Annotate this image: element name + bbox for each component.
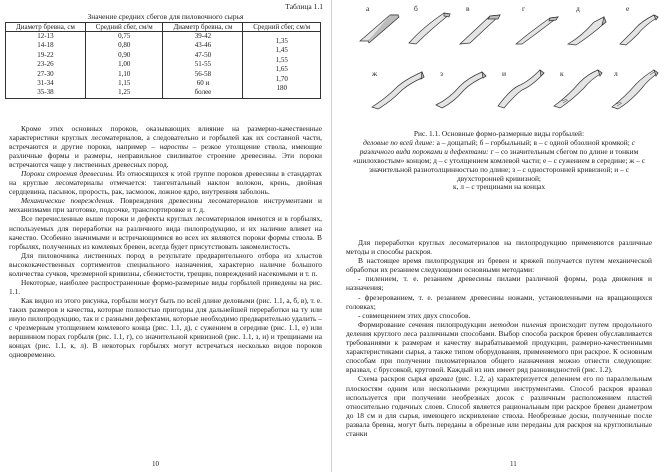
paragraph: Как видно из этого рисунка, горбыли могут быть по всей длине деловыми (рис. 1.1, а, б, в), т. е. таких размеров и качества, которые полностью пригодны для дальнейшей переработки на ту или иную пилопродукцию, так и с разными дефектами, которые необходимо предварительно удалить – с чрезмерным утолщением комлевого конца (рис. 1.1, д), с сужением в середине (рис. 1.1, е) или вершинном порах горбыля (рис. 1.1, г), со значительной кривизной (рис. 1.1, з, и) и трещинами на концах (рис. 1.1, к, л). В некоторых горбылях могут встречаться несколько видов пороков одновременно. (9, 295, 322, 360)
taper-cells (243, 32, 321, 99)
emphasis: с различного вида пороками и дефектами: (359, 137, 635, 156)
slab-shape-zh (372, 72, 424, 109)
text-span: происходит путем продольного деления круглого леса различными способами. Выбор способа раскроя бревен обуславливается требованиями к размерам и качеству вырабатываемой продукции, размерно-качественными характеристиками сырья, а также типом оборудования, применяемого при раскрое. К основным способам при получении пиломатериалов общего назначения можно отнести следующие: вразвал, с брусовкой, круговой. Каждый из них имеет ряд разновидностей (рис. 1.2). (346, 319, 652, 375)
paragraph: Некоторые, наиболее распространенные формо-размерные виды горбылей приведены на рис. 1.1. (9, 277, 322, 296)
table-number: Таблица 1.1 (285, 2, 323, 11)
table-cell: 31-34 (37, 79, 54, 88)
text-span: (рис. 1.2, а) характеризуется делением его по параллельным плоскостям одним или несколькими режущими инструментами. Способ раскроя вразвал используется при получении необрезных досок с различным расположением пластей относительно годичных слоев. Способ является рациональным при раскрое бревен диаметром до 18 см и для сырья, имеющего искривление ствола. Необрезные доски, полученные после развала бревна, могут быть переданы в обрезные или переданы для раскроя на круглопильные станки (346, 374, 652, 438)
slab-shape-z (436, 72, 486, 108)
body-text-right (346, 238, 652, 438)
figure-caption (346, 130, 652, 192)
caption-tail: к, л – с трещинами на концах (452, 182, 546, 192)
emphasis: деловые по всей длине: (363, 137, 435, 147)
table-cell: 1,70 (275, 74, 288, 83)
shape-label: з (440, 69, 443, 78)
table-cell: 35-38 (37, 88, 54, 97)
taper-table (5, 22, 321, 99)
table-cell: 1,45 (275, 46, 288, 55)
table-header: Средний сбег, см/м (85, 23, 163, 32)
page-number: 11 (510, 460, 517, 468)
table-cell: 0,90 (118, 50, 131, 59)
shape-label: ж (372, 69, 378, 78)
text-span: Из относящихся к этой группе пороков древесины в стандартах на круглые лесоматериалы отмечается: тангентальный наклон волокон, крень, двойная сердцевина, пасынок, прорость, рак, засмолок, ложное ядро, внутренняя заболонь. (9, 169, 322, 197)
table-cell: 47-50 (194, 50, 212, 59)
slab-shape-l (612, 70, 658, 109)
text-span: Формирование сечения пилопродукции (358, 319, 487, 329)
page-number: 10 (152, 460, 159, 468)
table-cell: 180 (276, 84, 287, 93)
diameter-cells (6, 32, 86, 99)
paragraph: Все перечисленные выше пороки и дефекты круглых лесоматериалов имеются и в горбылях, используемых для переработки на различного вида пилопродукцию, и их наличие влияет на качество. Особенно значимыми и встречающимися во всех их являются пороки формы ствола. В горбылях, полученных из комлевых бревен, всегда будет присутствовать закомелистость. (9, 214, 322, 251)
paragraph (346, 320, 652, 375)
table-cell: 1,35 (275, 37, 288, 45)
body-text-left (9, 124, 322, 359)
shape-label: к (560, 69, 564, 78)
shape-label: д (576, 4, 580, 13)
slab-shape-b (409, 13, 450, 44)
text-span: а – дощатый; б – горбыльный; в – с одной обзолной кромкой; (436, 137, 630, 147)
table-cell: 27-30 (37, 69, 54, 78)
emphasis: Пороки строения древесины. (21, 169, 115, 179)
text-span: Кроме этих основных пороков, оказывающих влияние на размерно-качественные характеристики круглых лесоматериалов, а следовательно и горбылей как их составной части, встречаются и другие пороки, например – (9, 124, 322, 152)
slab-shape-e (620, 15, 658, 45)
text-span: – резкое утолщение ствола, имеющие различные формы и размеры, неправильное свиливатое строение древесины. Эти пороки встречаются чаще у лиственных древесных пород. (9, 142, 322, 170)
table-cell: 60 и (196, 79, 210, 88)
table-cell: 12-13 (37, 32, 54, 40)
emphasis: Механические повреждения. (21, 196, 115, 206)
table-header: Диаметр бревна, см (163, 23, 243, 32)
shape-label: б (414, 4, 418, 13)
table-cell: 1,00 (118, 60, 131, 69)
table-cell: 43-46 (194, 41, 212, 50)
text-span: Повреждения древесины лесоматериалов инструментами и механизмами при заготовке, подсочке, транспортировке и т. д. (9, 196, 322, 215)
emphasis: вразвал (429, 374, 453, 384)
table-cell: 1,65 (275, 65, 288, 74)
emphasis: методом пиления (489, 319, 547, 329)
table-cell: более (194, 88, 212, 97)
shape-label: е (626, 4, 630, 13)
table-cell: 19-22 (37, 50, 54, 59)
paragraph (9, 169, 322, 196)
paragraph (9, 124, 322, 169)
paragraph: В настоящее время пилопродукция из бревен и кряжей получается путем механической обработки их резанием следующими основными методами: (346, 256, 652, 275)
caption-title: Рис. 1.1. Основные формо-размерные виды горбылей: (413, 129, 585, 138)
shape-label: г (522, 4, 526, 13)
table-cell: 23-26 (37, 60, 54, 69)
table-cell: 1,55 (275, 55, 288, 64)
shape-label: а (366, 4, 370, 13)
table-cell: 1,10 (118, 69, 131, 78)
shape-label: в (466, 4, 470, 13)
diameter-cells (163, 32, 243, 99)
emphasis: наросты (159, 142, 189, 152)
table-cell: 14-18 (37, 41, 54, 50)
table-cell: 39-42 (194, 32, 212, 40)
taper-cells (85, 32, 163, 99)
left-page (0, 0, 331, 472)
slab-shape-a (360, 15, 399, 43)
paragraph (9, 196, 322, 214)
table-header: Диаметр бревна, см (6, 23, 86, 32)
caption-body (346, 139, 652, 184)
shape-label: л (614, 69, 618, 78)
slab-shape-d (568, 17, 606, 45)
table-cell: 1,15 (118, 79, 131, 88)
paragraph: - фрезерованием, т. е. резанием древесины ножами, установленными на вращающихся головках; (346, 292, 652, 311)
slab-shape-v (460, 15, 500, 44)
text-span: г – со значительным сбегом по длине и тонким «шилохвостым» концом; д – с утолщением комлевой части; е – с сужением в середине; ж – с значительной разнотолщинностью по длине; з – с односторонней кривизной; и – с двухсторонней кривизной; (352, 146, 646, 183)
table-cell: 51-55 (194, 60, 212, 69)
table-cell: 1,25 (118, 88, 131, 97)
table-header: Средний сбег, см/м (243, 23, 321, 32)
paragraph: - пилением, т. е. резанием древесины пилами различной формы, рода движения и назначения; (346, 274, 652, 293)
slab-shape-g (516, 17, 558, 44)
shape-label: и (502, 69, 507, 78)
table-cell: 0,75 (118, 32, 131, 40)
right-page (332, 0, 664, 472)
slab-shapes-figure (332, 0, 664, 130)
table-header-row (6, 23, 321, 32)
paragraph (346, 374, 652, 438)
table-title: Значение средних сбегов для пиловочного сырья (87, 12, 244, 21)
paragraph: Для пиловочника лиственных пород в результате предварительного отбора из хлыстов высококачественных сортиментов специального назначения, характерно наличие большого количества сучков, чрезмерной кривизны, сбежистости, трещин, повреждений насекомыми и т. п. (9, 250, 322, 278)
table-body-row (6, 32, 321, 99)
table-cell: 0,80 (118, 41, 131, 50)
text-span: Схема раскроя сырья (358, 374, 427, 384)
paragraph: - совмещением этих двух способов. (358, 310, 471, 320)
paragraph: Для переработки круглых лесоматериалов на пилопродукцию применяются различные методы и способы раскроя. (346, 238, 652, 257)
table-cell: 56-58 (194, 69, 212, 78)
